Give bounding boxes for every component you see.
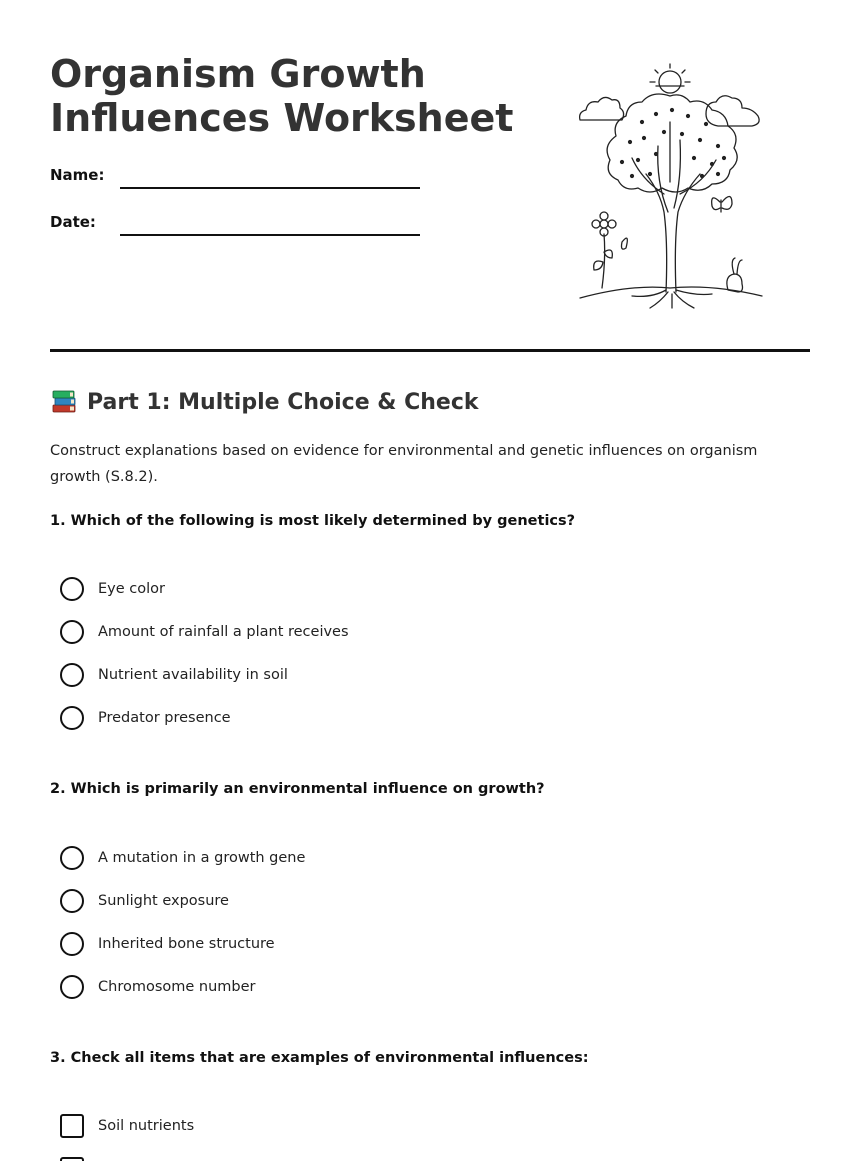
- falling-leaf-icon: [622, 238, 628, 249]
- flower-icon: [592, 212, 616, 288]
- title-line-2: Influences Worksheet: [50, 96, 514, 140]
- header-divider: [50, 349, 810, 352]
- radio-button[interactable]: [60, 975, 84, 999]
- option-label: Eye color: [98, 581, 165, 597]
- radio-button[interactable]: [60, 889, 84, 913]
- q2-option-2[interactable]: [60, 888, 229, 914]
- q1-option-2[interactable]: [60, 619, 349, 645]
- radio-button[interactable]: [60, 620, 84, 644]
- tree-illustration: [572, 62, 768, 312]
- q1-option-3[interactable]: [60, 662, 288, 688]
- option-label: Inherited bone structure: [98, 936, 275, 952]
- radio-button[interactable]: [60, 577, 84, 601]
- radio-button[interactable]: [60, 932, 84, 956]
- q1-option-1[interactable]: [60, 576, 165, 602]
- checkbox[interactable]: [60, 1114, 84, 1138]
- name-field-line[interactable]: [120, 187, 420, 189]
- worksheet-title: [50, 52, 530, 140]
- butterfly-icon: [712, 196, 732, 212]
- date-field-line[interactable]: [120, 234, 420, 236]
- tree-roots: [580, 287, 762, 308]
- title-line-1: Organism Growth: [50, 52, 426, 96]
- books-icon: [50, 388, 78, 416]
- radio-button[interactable]: [60, 706, 84, 730]
- option-label: Soil nutrients: [98, 1118, 195, 1134]
- question-3: 3. Check all items that are examples of environmental influences:: [50, 1050, 589, 1066]
- option-label: Chromosome number: [98, 979, 256, 995]
- q3-option-1[interactable]: [60, 1113, 194, 1139]
- option-label: Predator presence: [98, 710, 231, 726]
- q3-option-2-partial[interactable]: [60, 1156, 84, 1161]
- tree-canopy: [607, 94, 737, 192]
- date-label: Date:: [50, 213, 96, 231]
- part1-heading: [50, 388, 479, 416]
- radio-button[interactable]: [60, 846, 84, 870]
- radio-button[interactable]: [60, 663, 84, 687]
- q2-option-3[interactable]: [60, 931, 275, 957]
- checkbox[interactable]: [60, 1157, 84, 1161]
- option-label: Amount of rainfall a plant receives: [98, 624, 349, 640]
- q2-option-1[interactable]: [60, 845, 305, 871]
- option-label: A mutation in a growth gene: [98, 850, 306, 866]
- part1-intro: Construct explanations based on evidence for environmental and genetic influences on organism growth (S.8.2).: [50, 443, 758, 485]
- option-label: Sunlight exposure: [98, 893, 229, 909]
- tree-trunk: [632, 122, 716, 292]
- sun-icon: [650, 64, 690, 93]
- part1-heading-text: Part 1: Multiple Choice & Check: [87, 389, 479, 415]
- q1-option-4[interactable]: [60, 705, 231, 731]
- q2-option-4[interactable]: [60, 974, 256, 1000]
- option-label: Nutrient availability in soil: [98, 667, 288, 683]
- rabbit-icon: [727, 258, 743, 292]
- question-2: 2. Which is primarily an environmental influence on growth?: [50, 781, 545, 797]
- question-1: 1. Which of the following is most likely determined by genetics?: [50, 513, 576, 529]
- name-label: Name:: [50, 166, 105, 184]
- cloud-left-icon: [580, 97, 624, 120]
